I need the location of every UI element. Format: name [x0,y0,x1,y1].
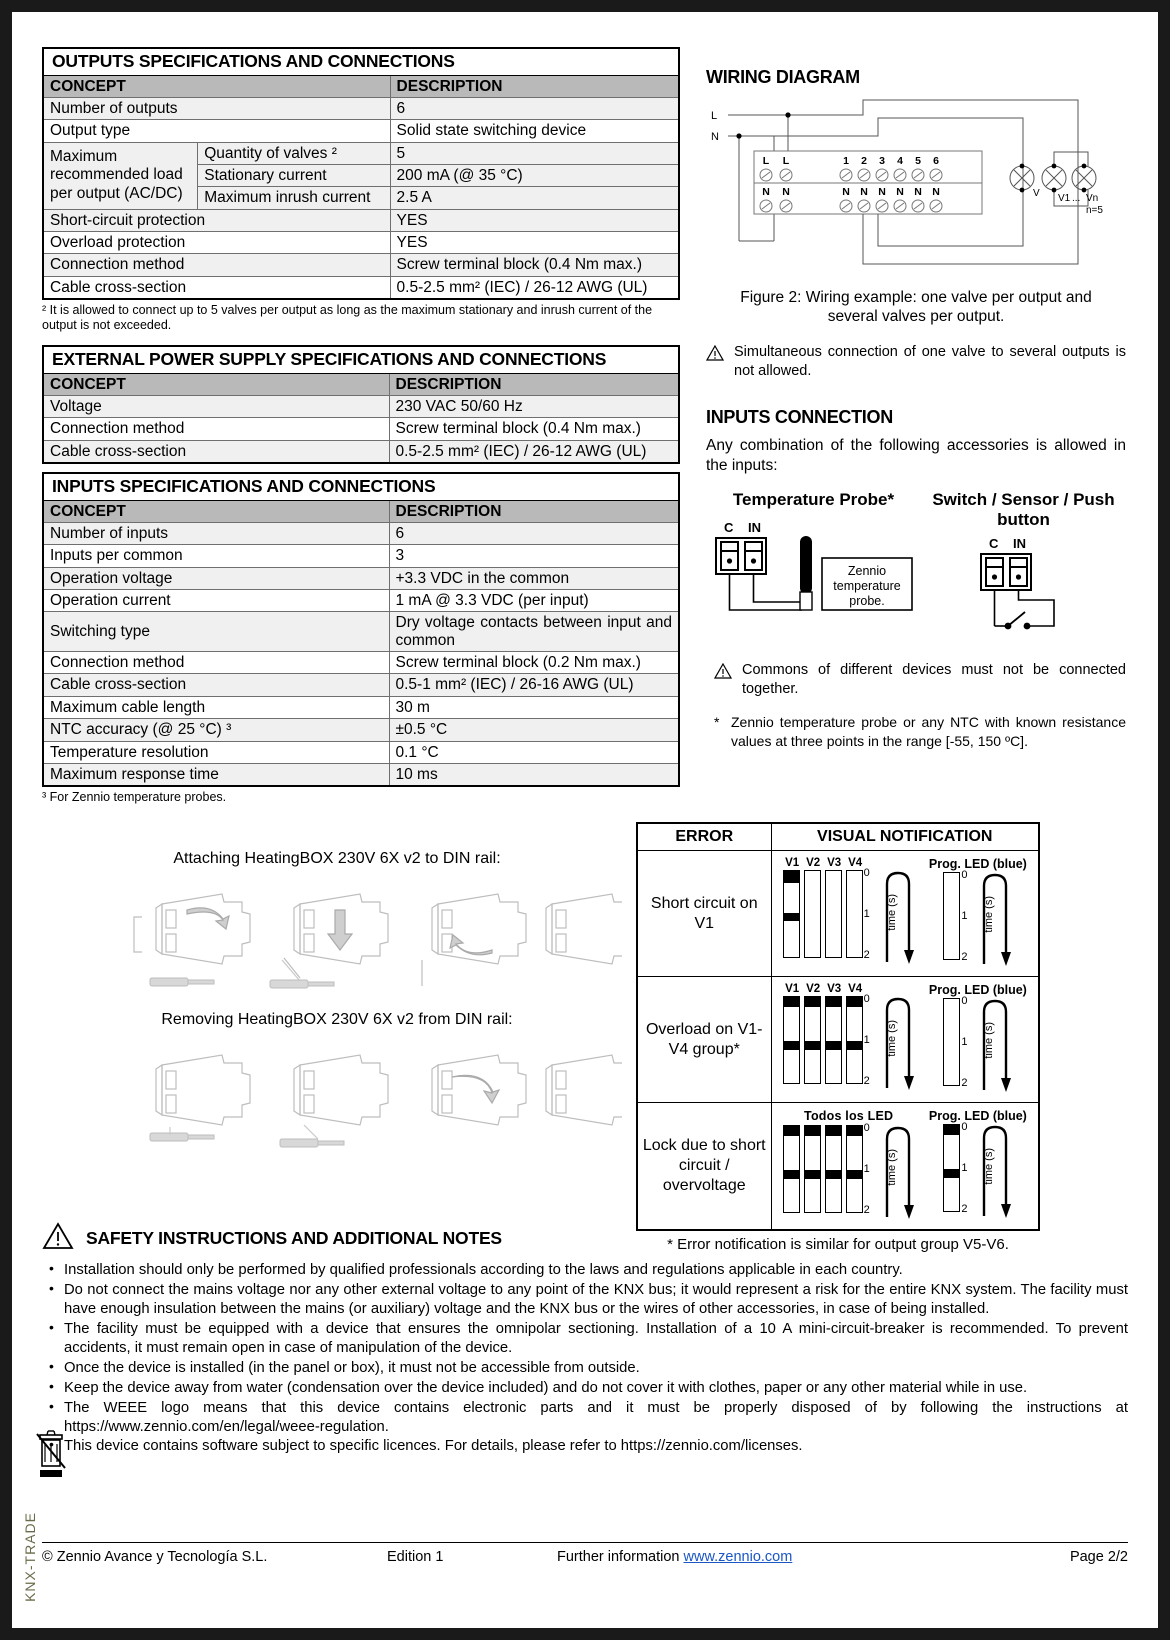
valve-label: V2 [806,983,821,995]
table-row [637,977,1039,1103]
wiring-label-valve-first: V1 [1058,193,1071,204]
cell-description: Screw terminal block (0.2 Nm max.) [389,652,679,674]
inputs-connection-section [706,407,1126,750]
outputs-table-footnote: ² It is allowed to connect up to 5 valves per output as long as the maximum stationary and inrush current of the output is not exceeded. [42,303,653,333]
footer-page-number: Page 2/2 [1069,1549,1128,1565]
svg-text:temperature: temperature [833,578,901,593]
table-row [637,851,1039,977]
led-bar [846,1125,863,1213]
scale-tick: 2 [863,949,870,961]
error-label: Overload on V1-V4 group* [637,977,771,1103]
svg-text:4: 4 [897,155,903,167]
time-arrow [978,1124,1012,1220]
prog-led-label: Prog. LED (blue) [928,1109,1027,1123]
table-row [43,567,679,589]
error-table-footnote: * Error notification is similar for output group V5-V6. [667,1236,1009,1253]
din-rail-attach-caption: Attaching HeatingBOX 230V 6X v2 to DIN rail: [173,850,501,867]
outputs-specifications-table [42,47,680,334]
cell-concept: Output type [43,120,390,142]
asterisk-marker: * [714,714,720,731]
switch-sensor-block [921,490,1126,648]
cell-description: 1 mA @ 3.3 VDC (per input) [389,590,679,612]
cell-concept: Maximum response time [43,763,389,786]
table-row [43,209,679,231]
cell-description: 3 [389,545,679,567]
cell-description: 0.1 °C [389,741,679,763]
cell-description: YES [390,232,679,254]
inputs-connection-intro: Any combination of the following accessories is allowed in the inputs: [706,437,1126,474]
table-row [43,276,679,299]
cell-concept: Stationary current [198,165,390,187]
cell-description: 6 [389,522,679,544]
time-scale [863,867,877,962]
prog-led-group [929,983,1027,1094]
time-axis-label: time (s) [885,1149,898,1186]
switch-sensor-title: Switch / Sensor / Push button [932,489,1115,530]
table-row [43,232,679,254]
safety-section-title: SAFETY INSTRUCTIONS AND ADDITIONAL NOTES [86,1228,502,1248]
table-row [43,674,679,696]
led-bar [804,996,821,1084]
svg-text:3: 3 [879,155,885,167]
cell-description: 6 [390,97,679,119]
table-row [43,652,679,674]
led-bar [804,1125,821,1213]
cell-concept: Temperature resolution [43,741,389,763]
time-arrow [978,872,1012,968]
led-bar [943,872,960,960]
warning-triangle-icon [706,343,726,381]
probe-terminal-in-label: IN [748,519,761,535]
svg-text:probe.: probe. [849,593,885,608]
scale-tick: 2 [863,1204,870,1216]
cell-group-label: Maximum recommended load per output (AC/DC) [43,142,198,209]
cell-concept: Maximum cable length [43,696,389,718]
led-bar [825,996,842,1084]
time-axis-label: time (s) [983,1148,996,1185]
visual-notification-column-header: VISUAL NOTIFICATION [771,823,1039,851]
cell-concept: Operation voltage [43,567,389,589]
svg-text:6: 6 [933,155,939,167]
all-leds-label: Todos los LED [804,1109,894,1123]
led-bar [846,870,863,958]
scale-tick: 1 [863,1163,870,1175]
svg-text:N: N [896,186,904,198]
table-row [43,418,679,440]
footer-edition: Edition 1 [387,1549,444,1565]
time-scale [863,1122,877,1217]
cell-concept: Connection method [43,254,390,276]
wiring-warning-text: Simultaneous connection of one valve to several outputs is not allowed. [734,343,1126,379]
cell-concept: Number of inputs [43,522,389,544]
led-bar [783,1125,800,1213]
outputs-header-concept: CONCEPT [43,75,390,97]
list-item: • Do not connect the mains voltage nor any other external voltage to any point of the KNX bus; it would represent a risk for the entire KNX system. The facility must have enough insulation between the mains (or auxiliary) voltage and the KNX bus or the wires of other accessories, in case of being installed. [42,1281,1128,1319]
led-bar [943,998,960,1086]
svg-text:L: L [782,155,790,167]
error-notification-table [636,822,1040,1253]
scale-tick: 0 [961,1121,968,1133]
valve-label: V4 [848,983,863,995]
list-item: • The facility must be equipped with a device that ensures the omnipolar sectioning. Installation of a 10 A mini-circuit-breaker is recommended. To prevent accidents, it must remain open in case of manipulation of the device. [42,1320,1128,1358]
cell-concept: Switching type [43,612,389,652]
cell-description: 30 m [389,696,679,718]
cell-concept: Connection method [43,418,389,440]
cell-description: Dry voltage contacts between input and common [389,612,679,652]
inputs-specifications-table [42,472,680,806]
probe-terminal-c-label: C [724,519,734,535]
valve-led-group [783,1109,915,1221]
list-item: • Once the device is installed (in the panel or box), it must not be accessible from outside. [42,1359,1128,1378]
inputs-table-title: INPUTS SPECIFICATIONS AND CONNECTIONS [43,473,679,500]
table-row [43,522,679,544]
cell-description: YES [390,209,679,231]
cell-concept: Connection method [43,652,389,674]
led-bar [783,870,800,958]
inputs-header-concept: CONCEPT [43,500,389,522]
time-axis-label: time (s) [885,894,898,931]
din-rail-attach-illustration [52,872,622,1002]
scale-tick: 2 [863,1075,870,1087]
error-label: Short circuit on V1 [637,851,771,977]
prog-led-group [929,1109,1027,1221]
scale-tick: 1 [961,1162,968,1174]
table-row [43,763,679,786]
svg-text:N: N [932,186,940,198]
weee-bin-icon [34,1430,68,1483]
cell-description: 10 ms [389,763,679,786]
cell-description: 2.5 A [390,187,679,209]
error-column-header: ERROR [637,823,771,851]
din-rail-remove-caption: Removing HeatingBOX 230V 6X v2 from DIN rail: [161,1011,513,1028]
power-header-concept: CONCEPT [43,373,389,395]
list-item: • Keep the device away from water (condensation over the device included) and do not cover it with clothes, paper or any other material while in use. [42,1379,1128,1398]
cell-concept: Operation current [43,590,389,612]
wiring-label-valve-count: n=5 [1086,205,1103,216]
table-row [43,254,679,276]
time-arrow [881,870,915,966]
temperature-probe-note [706,713,1126,750]
cell-concept: Quantity of valves ² [198,142,390,164]
cell-concept: Cable cross-section [43,276,390,299]
cell-description: Screw terminal block (0.4 Nm max.) [389,418,679,440]
wiring-warning [706,343,1126,381]
scale-tick: 2 [961,1077,968,1089]
outputs-header-description: DESCRIPTION [390,75,679,97]
list-item: • Installation should only be performed by qualified professionals according to the laws and regulations applicable in each country. [42,1261,1128,1280]
switch-sensor-diagram [921,534,1121,642]
safety-list [42,1261,1128,1456]
led-bar [943,1124,960,1212]
valve-label: V3 [827,983,842,995]
valve-label: V1 [785,983,800,995]
scale-tick: 0 [961,995,968,1007]
switch-terminal-in-label: IN [1013,536,1026,552]
list-item: • This device contains software subject to specific licences. For details, please refer to https://zennio.com/licenses. [42,1437,1128,1456]
cell-description: 0.5-2.5 mm² (IEC) / 26-12 AWG (UL) [389,440,679,463]
scale-tick: 2 [961,951,968,963]
datasheet-page [12,12,1158,1628]
cell-concept: Maximum inrush current [198,187,390,209]
led-bar [846,996,863,1084]
led-bar [825,870,842,958]
svg-text:N: N [860,186,868,198]
svg-text:L: L [762,155,770,167]
scale-tick: 0 [863,867,870,879]
table-row [43,97,679,119]
power-header-description: DESCRIPTION [389,373,679,395]
footer-further-info-label: Further information [557,1549,684,1565]
time-scale [961,995,974,1090]
table-row [43,741,679,763]
time-scale [863,993,877,1088]
inputs-connection-title: INPUTS CONNECTION [706,407,893,427]
svg-text:1: 1 [843,155,849,167]
cell-concept: Overload protection [43,232,390,254]
cell-description: 0.5-1 mm² (IEC) / 26-16 AWG (UL) [389,674,679,696]
cell-concept: NTC accuracy (@ 25 °C) ³ [43,719,389,741]
valve-led-group [783,857,915,968]
wiring-diagram-figure [706,96,1106,281]
svg-text:5: 5 [915,155,921,167]
cell-concept: Short-circuit protection [43,209,390,231]
cell-description: 230 VAC 50/60 Hz [389,395,679,417]
wiring-section-title: WIRING DIAGRAM [706,67,860,87]
prog-led-label: Prog. LED (blue) [928,983,1027,997]
valve-label: V4 [848,857,863,869]
scale-tick: 0 [961,869,968,881]
cell-concept: Inputs per common [43,545,389,567]
cell-description: 200 mA (@ 35 °C) [390,165,679,187]
time-axis-label: time (s) [885,1020,898,1057]
svg-text:N: N [914,186,922,198]
cell-description: 0.5-2.5 mm² (IEC) / 26-12 AWG (UL) [390,276,679,299]
page-footer [42,1542,1128,1565]
table-row [43,612,679,652]
valve-label: V3 [827,857,842,869]
table-row [43,395,679,417]
svg-text:Zennio: Zennio [847,563,887,578]
led-bar [783,996,800,1084]
time-scale [961,1121,974,1216]
scale-tick: 1 [863,908,870,920]
time-axis-label: time (s) [983,896,996,933]
footer-copyright: © Zennio Avance y Tecnología S.L. [42,1549,268,1565]
svg-text:N: N [762,186,770,198]
svg-text:N: N [842,186,850,198]
led-bar [804,870,821,958]
knx-trade-watermark: KNX-TRADE [22,1512,38,1602]
temperature-probe-title: Temperature Probe* [732,489,895,509]
footer-zennio-link[interactable]: www.zennio.com [683,1549,793,1565]
valve-led-group [783,983,915,1094]
svg-text:N: N [878,186,886,198]
temperature-probe-block [706,490,921,648]
power-supply-specifications-table [42,345,680,464]
warning-triangle-icon [42,1222,74,1255]
valve-label: V2 [806,857,821,869]
inputs-commons-warning-text: Commons of different devices must not be connected together. [742,662,1126,698]
inputs-header-description: DESCRIPTION [389,500,679,522]
prog-led-label: Prog. LED (blue) [928,857,1027,871]
led-bar [825,1125,842,1213]
temperature-probe-note-text: Zennio temperature probe or any NTC with known resistance values at three points in the range [-55, 150 ºC]. [731,714,1126,749]
prog-led-group [929,857,1027,968]
din-rail-remove-illustration [52,1033,622,1163]
temperature-probe-diagram [706,518,918,628]
wiring-label-L: L [711,110,718,122]
inputs-table-footnote: ³ For Zennio temperature probes. [42,790,227,805]
din-rail-section [52,850,622,1168]
time-arrow [881,1125,915,1221]
time-arrow [978,998,1012,1094]
cell-concept: Number of outputs [43,97,390,119]
table-row [43,120,679,142]
cell-description: ±0.5 °C [389,719,679,741]
scale-tick: 0 [863,993,870,1005]
table-row [43,142,679,164]
wiring-figure-caption: Figure 2: Wiring example: one valve per output and several valves per output. [740,289,1092,326]
scale-tick: 2 [961,1203,968,1215]
valve-label: V1 [785,857,800,869]
safety-instructions-section [42,1222,1128,1457]
error-label: Lock due to short circuit / overvoltage [637,1103,771,1231]
cell-concept: Cable cross-section [43,674,389,696]
table-row [637,1103,1039,1231]
wiring-diagram-section [706,67,1126,380]
time-axis-label: time (s) [983,1022,996,1059]
scale-tick: 0 [863,1122,870,1134]
list-item: • The WEEE logo means that this device contains electronic parts and it must be properly disposed of by following the instructions at https://www.zennio.com/en/legal/weee-regulation. [42,1399,1128,1437]
cell-concept: Voltage [43,395,389,417]
wiring-label-N: N [711,131,719,143]
outputs-table-title: OUTPUTS SPECIFICATIONS AND CONNECTIONS [43,48,679,75]
wiring-label-valve-last: Vn [1086,193,1099,204]
wiring-label-ellipsis: ... [1072,193,1081,204]
time-arrow [881,996,915,1092]
table-row [43,545,679,567]
time-scale [961,869,974,964]
wiring-label-valve-single: V [1033,188,1040,199]
table-row [43,440,679,463]
table-row [43,696,679,718]
inputs-commons-warning [706,661,1126,699]
svg-text:N: N [782,186,790,198]
cell-description: +3.3 VDC in the common [389,567,679,589]
table-row [43,719,679,741]
cell-concept: Cable cross-section [43,440,389,463]
svg-text:2: 2 [861,155,867,167]
cell-description: Solid state switching device [390,120,679,142]
cell-description: Screw terminal block (0.4 Nm max.) [390,254,679,276]
scale-tick: 1 [961,1036,968,1048]
cell-description: 5 [390,142,679,164]
warning-triangle-icon [714,661,734,699]
scale-tick: 1 [863,1034,870,1046]
table-row [43,590,679,612]
scale-tick: 1 [961,910,968,922]
switch-terminal-c-label: C [989,536,999,552]
power-table-title: EXTERNAL POWER SUPPLY SPECIFICATIONS AND CONNECTIONS [43,346,679,373]
